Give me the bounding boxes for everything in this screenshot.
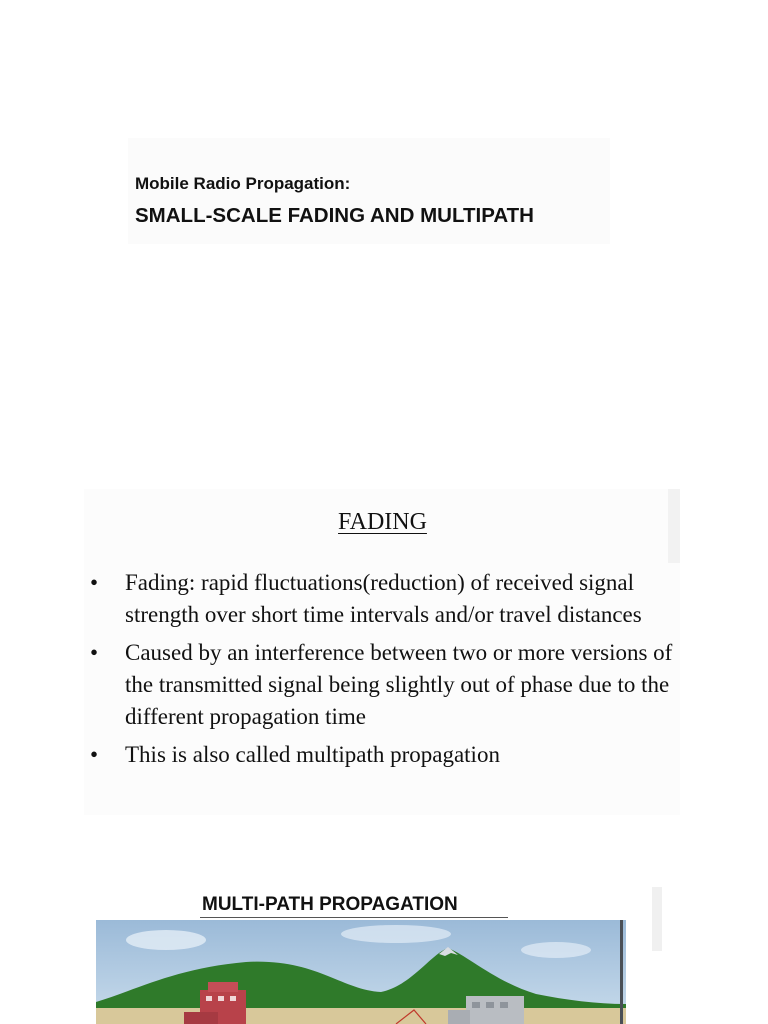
cloud-icon bbox=[521, 942, 591, 958]
fading-heading bbox=[84, 509, 681, 536]
ground bbox=[96, 1008, 626, 1024]
cloud-icon bbox=[126, 930, 206, 950]
multipath-title: MULTI-PATH PROPAGATION bbox=[202, 894, 458, 915]
bullet-text: This is also called multipath propagation bbox=[125, 742, 500, 767]
bullet-item bbox=[84, 739, 680, 771]
bullet-icon: • bbox=[90, 570, 99, 595]
multipath-illustration bbox=[96, 920, 626, 1024]
bullet-item bbox=[84, 637, 680, 733]
bullet-text: Fading: rapid fluctuations(reduction) of received signal strength over short time intervals and/or travel distances bbox=[125, 570, 642, 627]
cloud-icon bbox=[341, 925, 451, 943]
bullet-item bbox=[84, 567, 680, 631]
bullet-icon: • bbox=[90, 640, 99, 665]
bullet-text: Caused by an interference between two or more versions of the transmitted signal being slightly out of phase due to the different propagation time bbox=[125, 640, 673, 729]
slide-edge-shadow bbox=[652, 887, 662, 951]
fading-slide bbox=[84, 489, 680, 815]
title-underline bbox=[200, 917, 508, 918]
title-slide bbox=[128, 138, 610, 244]
fading-heading-text: FADING bbox=[338, 509, 427, 535]
slide-title: SMALL-SCALE FADING AND MULTIPATH bbox=[135, 204, 534, 227]
antenna-icon bbox=[620, 920, 623, 1024]
slide-subtitle: Mobile Radio Propagation: bbox=[135, 174, 351, 193]
slide-edge-shadow bbox=[668, 489, 680, 563]
bullet-list bbox=[84, 567, 680, 777]
bullet-icon: • bbox=[90, 742, 99, 767]
